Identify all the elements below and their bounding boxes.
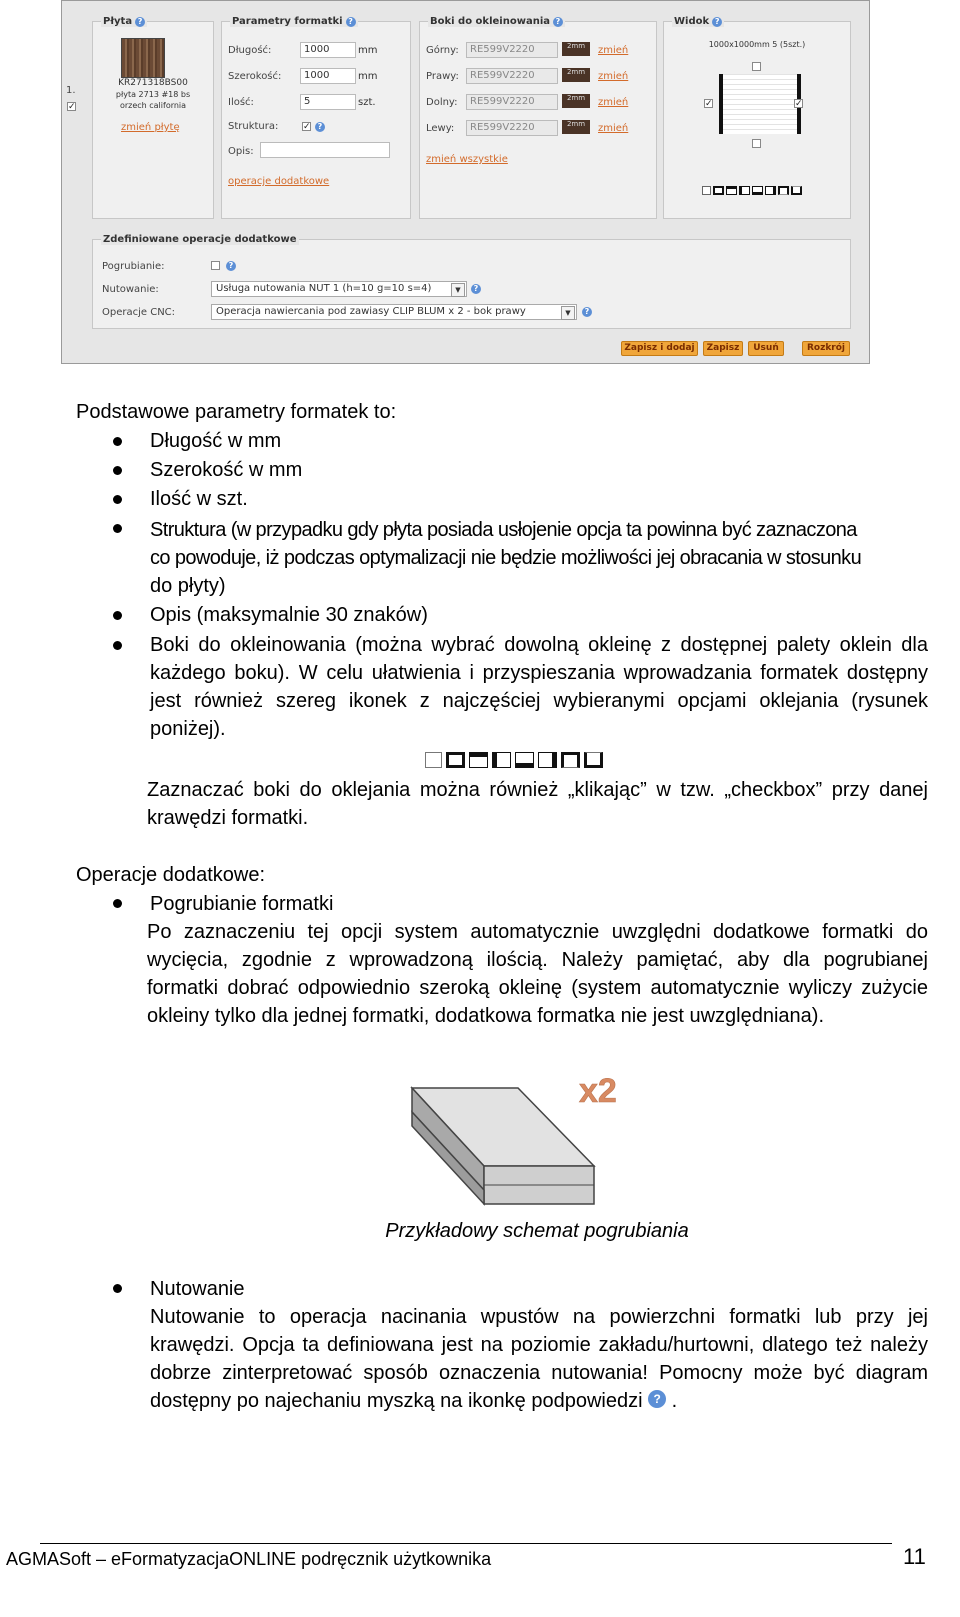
edge-right-swatch: 2mm [562,68,590,82]
edge-top-input[interactable]: RE599V2220 [466,42,558,58]
params-panel-title: Parametry formatki [232,16,343,27]
help-icon[interactable]: ? [135,17,145,27]
board-wood-thumbnail [121,38,165,78]
view-panel [663,16,851,219]
edge-right-label: Prawy: [426,71,459,82]
bullet-description: Opis (maksymalnie 30 znaków) [150,604,428,626]
bullet-length: Długość w mm [150,430,282,452]
help-icon[interactable]: ? [226,261,236,271]
row-index: 1. [66,85,76,96]
thickening-checkbox[interactable] [211,261,220,270]
view-caption: 1000x1000mm 5 (5szt.) [708,40,806,49]
chevron-down-icon: ▼ [451,283,465,297]
help-icon[interactable]: ? [315,122,325,132]
edge-top-change-link[interactable]: zmień [598,45,629,56]
edge-preset-icon[interactable] [778,186,789,195]
edge-preset-icon[interactable] [702,186,711,195]
edge-bottom-change-link[interactable]: zmień [598,97,629,108]
view-top-edge-checkbox[interactable] [752,62,761,71]
panel-preview [719,74,801,134]
footer-text: AGMASoft – eFormatyzacjaONLINE podręcznik użytkownika [6,1549,492,1569]
qty-label: Ilość: [228,97,254,108]
extra-ops-heading: Operacje dodatkowe: [76,864,266,886]
save-and-add-button[interactable]: Zapisz i dodaj [621,341,698,356]
edge-preset-icon [425,752,442,768]
width-unit: mm [358,71,378,82]
change-all-edges-link[interactable]: zmień wszystkie [426,154,508,165]
length-unit: mm [358,45,378,56]
bullet-icon [113,495,122,504]
edge-preset-icons-figure [425,752,603,768]
app-screenshot [61,0,870,364]
change-board-link[interactable]: zmień płytę [121,122,180,133]
edge-preset-icon [515,752,534,768]
edge-bottom-label: Dolny: [426,97,458,108]
groove-text-end: . [671,1390,678,1412]
intro-text: Podstawowe parametry formatek to: [76,401,397,423]
length-input[interactable]: 1000 [300,42,356,58]
board-desc-2: orzech california [119,101,187,110]
edge-preset-icon[interactable] [765,186,776,195]
qty-input[interactable]: 5 [300,94,356,110]
help-icon[interactable]: ? [582,307,592,317]
chevron-down-icon: ▼ [561,306,575,320]
extra-ops-panel-title: Zdefiniowane operacje dodatkowe [103,234,297,245]
bullet-width: Szerokość w mm [150,459,303,481]
groove-title: Nutowanie [150,1278,245,1300]
bullet-icon [113,641,122,650]
bullet-structure-line-2: co powoduje, iż podczas optymalizacji nie będzie możliwości jej obracania w stosunku [150,547,862,569]
edges-panel [419,16,657,219]
edge-left-swatch: 2mm [562,120,590,134]
footer-divider [40,1543,892,1544]
edge-preset-icon [446,752,465,768]
edge-preset-icon [469,752,488,768]
edge-preset-icon [561,752,580,768]
bullet-icon [113,437,122,446]
bullet-edges: Boki do okleinowania (można wybrać dowolną okleinę z dostępnej palety oklein dla każdego boku). W celu ułatwienia i przyspieszania wprowadzania formatek dostępny jest również szereg ikonek z najczęściej wybieranymi opcjami oklejania (rysunek poniżej). [150,634,928,740]
edge-preset-icon [538,752,557,768]
thickening-title: Pogrubianie formatki [150,893,334,915]
help-icon[interactable]: ? [712,17,722,27]
view-panel-title: Widok [674,16,710,27]
edge-preset-icon[interactable] [726,186,737,195]
bullet-structure-line-3: do płyty) [150,575,226,597]
edge-preset-icons [702,186,802,195]
edge-bottom-swatch: 2mm [562,94,590,108]
structure-checkbox[interactable]: ✓ [303,122,311,132]
bullet-icon [113,466,122,475]
checkbox-note: Zaznaczać boki do oklejania można również „klikając” w tzw. „checkbox” przy danej krawędzi formatki. [147,779,928,829]
edge-top-label: Górny: [426,45,459,56]
bullet-icon [113,1284,122,1293]
groove-label: Nutowanie: [102,284,159,295]
edge-preset-icon[interactable] [739,186,750,195]
extra-ops-panel [92,234,851,329]
desc-input[interactable] [260,142,390,158]
page-number: 11 [903,1544,926,1569]
thickening-text: Po zaznaczeniu tej opcji system automatycznie uwzględni dodatkowe formatki do wycięcia, zgodnie z wprowadzoną ilością. Należy pamiętać, aby dla pogrubianej formatki dobrać odpowiednio szeroką okleinę (system automatycznie wyliczy zużycie okleiny tylko dla jednej formatki, dodatkowa formatka nie jest uwzględniana). [147,921,928,1027]
length-label: Długość: [228,45,272,56]
groove-select[interactable]: Usługa nutowania NUT 1 (h=10 g=10 s=4) ▼ [211,281,467,297]
qty-unit: szt. [358,97,376,108]
extra-ops-link[interactable]: operacje dodatkowe [228,176,330,187]
cnc-label: Operacje CNC: [102,307,176,318]
help-icon[interactable]: ? [553,17,563,27]
width-input[interactable]: 1000 [300,68,356,84]
view-bottom-edge-checkbox[interactable] [752,139,761,148]
thickening-diagram [408,1066,638,1211]
cnc-select[interactable]: Operacja nawiercania pod zawiasy CLIP BLUM x 2 - bok prawy ▼ [211,304,577,320]
edge-preset-icon[interactable] [713,186,724,195]
edges-panel-title: Boki do okleinowania [430,16,550,27]
bullet-icon [113,611,122,620]
width-label: Szerokość: [228,71,282,82]
help-icon: ? [648,1390,666,1408]
row-select-checkbox[interactable]: ✓ [68,102,76,112]
edge-left-label: Lewy: [426,123,455,134]
cutting-button[interactable]: Rozkrój [802,341,850,356]
edge-top-swatch: 2mm [562,42,590,56]
board-panel-title: Płyta [103,16,133,27]
thickening-label: Pogrubianie: [102,261,165,272]
edge-preset-icon[interactable] [791,186,802,195]
edge-preset-icon[interactable] [752,186,763,195]
board-panel [92,16,214,219]
help-icon[interactable]: ? [471,284,481,294]
board-code: KR271318BS00 [118,78,188,88]
save-button[interactable]: Zapisz [703,341,743,356]
groove-text: Nutowanie to operacja nacinania wpustów na powierzchni formatki lub przy jej krawędzi. Opcja ta definiowana jest na poziomie zakładu/hurtowni, dlatego też należy dobrze zinterpretować sposób oznaczenia nutowania! Pomocny może być diagram dostępny po najechaniu myszką na ikonkę podpowiedzi [150,1306,928,1412]
bullet-icon [113,899,122,908]
bullet-structure-line-1: Struktura (w przypadku gdy płyta posiada usłojenie opcja ta powinna być zaznaczona [150,519,857,541]
edge-right-change-link[interactable]: zmień [598,71,629,82]
structure-label: Struktura: [228,121,279,132]
view-right-edge-checkbox[interactable]: ✓ [795,99,803,109]
edge-bottom-input[interactable]: RE599V2220 [466,94,558,110]
edge-left-input[interactable]: RE599V2220 [466,120,558,136]
edge-preset-icon [492,752,511,768]
edge-preset-icon [584,752,603,768]
board-desc-1: płyta 2713 #18 bs [115,90,191,99]
params-panel [221,16,411,219]
edge-right-input[interactable]: RE599V2220 [466,68,558,84]
bullet-icon [113,524,122,533]
desc-label: Opis: [228,146,254,157]
help-icon[interactable]: ? [346,17,356,27]
figure-caption: Przykładowy schemat pogrubiania [385,1220,689,1242]
figure-multiplier: x2 [579,1072,617,1110]
delete-button[interactable]: Usuń [748,341,784,356]
edge-left-change-link[interactable]: zmień [598,123,629,134]
view-left-edge-checkbox[interactable]: ✓ [705,99,713,109]
bullet-quantity: Ilość w szt. [150,488,248,510]
